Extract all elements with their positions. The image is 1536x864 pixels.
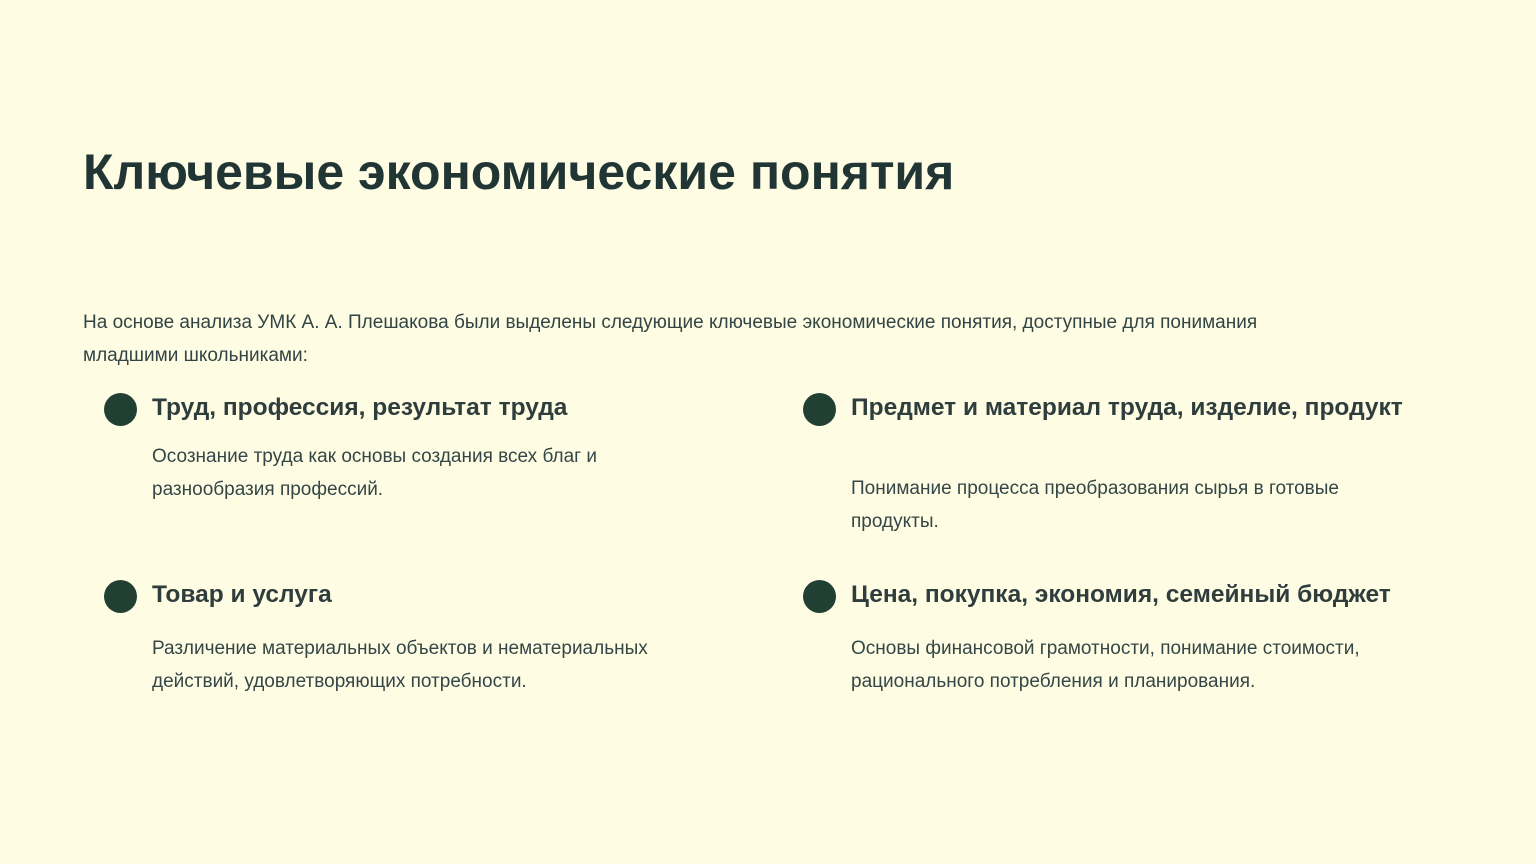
page-title: Ключевые экономические понятия <box>83 144 955 200</box>
concept-heading: Цена, покупка, экономия, семейный бюджет <box>851 581 1391 608</box>
bullet-dot <box>104 580 137 613</box>
intro-paragraph <box>83 307 1403 372</box>
concept-description-line-2: разнообразия профессий. <box>152 479 384 500</box>
concept-description-line-1: Основы финансовой грамотности, понимание стоимости, <box>851 638 1360 659</box>
concept-description-line-1: Осознание труда как основы создания всех благ и <box>152 446 597 467</box>
concept-description <box>152 632 712 698</box>
bullet-dot <box>803 393 836 426</box>
concept-heading: Товар и услуга <box>152 581 332 608</box>
concept-description <box>851 632 1431 698</box>
concept-description <box>152 440 692 506</box>
concept-heading: Труд, профессия, результат труда <box>152 394 568 421</box>
bullet-dot <box>104 393 137 426</box>
concept-description-line-2: рационального потребления и планирования. <box>851 671 1256 692</box>
bullet-dot <box>803 580 836 613</box>
intro-line-1: На основе анализа УМК А. А. Плешакова были выделены следующие ключевые экономические понятия, доступные для понимания <box>83 312 1258 333</box>
intro-line-2: младшими школьниками: <box>83 344 308 366</box>
concept-description-line-2: действий, удовлетворяющих потребности. <box>152 671 527 692</box>
concept-description-line-1: Различение материальных объектов и нематериальных <box>152 638 648 659</box>
concept-description-line-2: продукты. <box>851 511 939 532</box>
concept-description-line-1: Понимание процесса преобразования сырья в готовые <box>851 478 1339 499</box>
concept-description <box>851 472 1411 538</box>
concept-heading: Предмет и материал труда, изделие, продукт <box>851 394 1403 421</box>
